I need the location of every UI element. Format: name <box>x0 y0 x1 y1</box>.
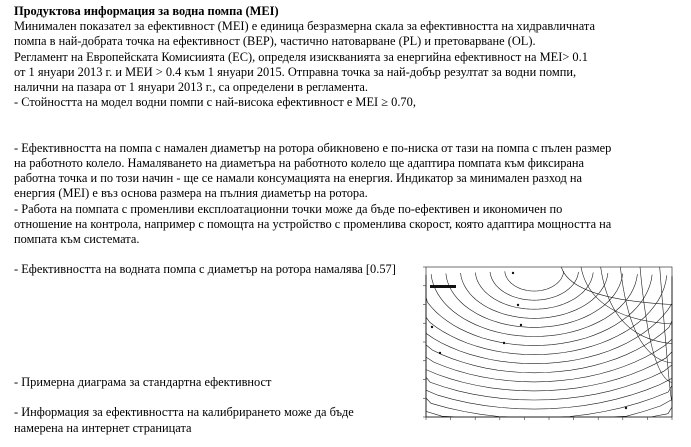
text-line: - Работа на помпата с променливи експлоатационни точки може да бъде по-ефективен и икономичен по <box>14 201 563 216</box>
paragraph-sample-diagram: - Примерна диаграма за стандартна ефективност <box>14 375 272 389</box>
text-line: от 1 януари 2013 г. и МЕИ > 0.4 към 1 януари 2015. Отправна точка за най-добър резултат за водни помпи, <box>14 64 577 79</box>
paragraph-efficiency-decrease: - Ефективността на водната помпа с диаметър на ротора намалява [0.57] <box>14 262 396 277</box>
legend-bar-marker <box>430 285 456 288</box>
efficiency-contour-chart <box>400 265 678 445</box>
marker-dot <box>517 304 519 306</box>
text-line: - Стойността на модел водни помпи с най-висока ефективност е MEI ≥ 0.70, <box>14 95 416 110</box>
marker-dot <box>431 326 433 328</box>
marker-dot <box>625 407 627 409</box>
text-line: помпа в най-добрата точка на ефективност (BEP), частично натоварване (PL) и претоварване (OL). <box>14 34 536 49</box>
plot-frame <box>426 267 672 417</box>
text-line: налични на пазара от 1 януари 2013 г., са определени в регламента. <box>14 80 369 95</box>
document-body <box>14 4 686 278</box>
text-line: Минимален показател за ефективност (MEI) е единица безразмерна скала за ефективността на хидравличната <box>14 19 595 34</box>
contour-chart-svg <box>400 265 678 445</box>
text-line: намерена на интернет страницата <box>14 420 192 435</box>
marker-dot <box>512 272 514 274</box>
document-title: Продуктова информация за водна помпа (MEI) <box>14 4 279 18</box>
text-line: Регламент на Европейската Комисиията (ЕС), определя изискванията за енергийна ефективност на MEI> 0.1 <box>14 49 588 64</box>
marker-dot <box>503 342 505 344</box>
paragraph-calibration-info <box>14 405 394 435</box>
text-line: енергия (MEI) е въз основа размера на пълния диаметър на ротора. <box>14 186 368 201</box>
text-line: - Ефективността на помпа с намален диаметър на ротора обикновено е по-ниска от тази на помпа с пълен размер <box>14 140 612 155</box>
text-line: отношение на контрола, например с помощта на устройство с променлива скорост, която адаптира мощността на <box>14 216 612 231</box>
bottom-notes <box>14 375 394 436</box>
text-line: - Информация за ефективността на калибрирането може да бъде <box>14 405 354 420</box>
text-line: работна точка и по този начин - ще се намали консумацията на енергия. Индикатор за минимален разход на <box>14 171 582 186</box>
paragraph-rotor-diameter <box>14 141 686 247</box>
marker-dot <box>439 352 441 354</box>
text-line: на работното колело. Намаляването на диаметъра на работното колело ще адаптира помпата към фиксирана <box>14 156 585 170</box>
text-line: помпата към системата. <box>14 232 140 247</box>
paragraph-mei-intro <box>14 19 686 110</box>
marker-dot <box>520 324 522 326</box>
